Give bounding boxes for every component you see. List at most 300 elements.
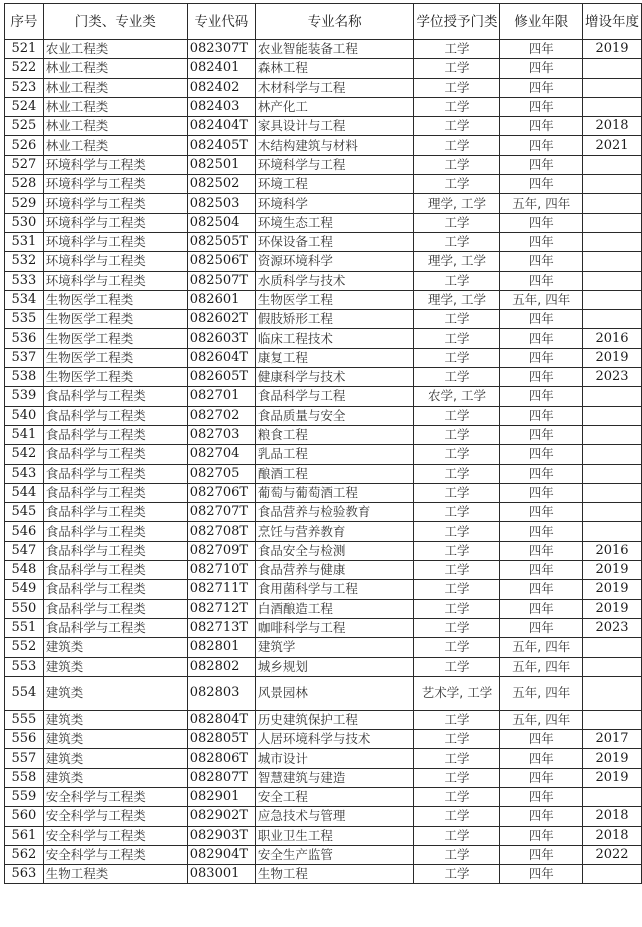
- cell-degree: 工学: [414, 541, 500, 560]
- table-row: [5, 541, 642, 560]
- cell-duration: 四年: [500, 78, 582, 97]
- table-row: [5, 387, 642, 406]
- cell-category: 食品科学与工程类: [43, 522, 187, 541]
- cell-duration: 五年, 四年: [500, 676, 582, 710]
- cell-name: 安全生产监管: [255, 845, 414, 864]
- cell-duration: 四年: [500, 387, 582, 406]
- cell-code: 082710T: [187, 561, 255, 580]
- cell-degree: 工学: [414, 522, 500, 541]
- cell-year: 2019: [582, 768, 641, 787]
- cell-degree: 工学: [414, 425, 500, 444]
- cell-duration: 四年: [500, 807, 582, 826]
- cell-degree: 农学, 工学: [414, 387, 500, 406]
- cell-duration: 四年: [500, 40, 582, 59]
- table-row: [5, 213, 642, 232]
- cell-year: [582, 464, 641, 483]
- cell-seq: 537: [5, 348, 44, 367]
- cell-seq: 529: [5, 194, 44, 213]
- cell-degree: 工学: [414, 561, 500, 580]
- cell-category: 生物工程类: [43, 865, 187, 884]
- cell-year: 2023: [582, 618, 641, 637]
- cell-year: [582, 503, 641, 522]
- cell-category: 环境科学与工程类: [43, 213, 187, 232]
- table-row: [5, 561, 642, 580]
- cell-seq: 560: [5, 807, 44, 826]
- cell-degree: 工学: [414, 232, 500, 251]
- cell-duration: 四年: [500, 599, 582, 618]
- table-row: [5, 638, 642, 657]
- cell-category: 建筑类: [43, 638, 187, 657]
- cell-seq: 549: [5, 580, 44, 599]
- cell-code: 082605T: [187, 368, 255, 387]
- table-row: [5, 503, 642, 522]
- cell-category: 建筑类: [43, 657, 187, 676]
- cell-category: 食品科学与工程类: [43, 541, 187, 560]
- cell-seq: 525: [5, 117, 44, 136]
- cell-degree: 工学: [414, 580, 500, 599]
- header-category: 门类、专业类: [43, 4, 187, 40]
- cell-seq: 524: [5, 97, 44, 116]
- cell-year: [582, 787, 641, 806]
- table-row: [5, 194, 642, 213]
- cell-year: [582, 310, 641, 329]
- cell-name: 人居环境科学与技术: [255, 730, 414, 749]
- cell-year: 2016: [582, 329, 641, 348]
- cell-year: 2016: [582, 541, 641, 560]
- cell-year: [582, 175, 641, 194]
- cell-year: [582, 483, 641, 502]
- cell-year: [582, 387, 641, 406]
- cell-code: 082503: [187, 194, 255, 213]
- cell-seq: 559: [5, 787, 44, 806]
- cell-code: 082902T: [187, 807, 255, 826]
- cell-degree: 工学: [414, 310, 500, 329]
- cell-name: 应急技术与管理: [255, 807, 414, 826]
- cell-year: [582, 710, 641, 729]
- cell-name: 环保设备工程: [255, 232, 414, 251]
- cell-seq: 556: [5, 730, 44, 749]
- cell-degree: 工学: [414, 368, 500, 387]
- table-row: [5, 232, 642, 251]
- table-row: [5, 730, 642, 749]
- cell-year: [582, 252, 641, 271]
- cell-year: [582, 59, 641, 78]
- table-row: [5, 406, 642, 425]
- cell-seq: 543: [5, 464, 44, 483]
- cell-duration: 四年: [500, 503, 582, 522]
- table-row: [5, 329, 642, 348]
- cell-name: 木结构建筑与材料: [255, 136, 414, 155]
- cell-name: 健康科学与技术: [255, 368, 414, 387]
- cell-year: [582, 290, 641, 309]
- cell-seq: 563: [5, 865, 44, 884]
- cell-seq: 522: [5, 59, 44, 78]
- cell-category: 食品科学与工程类: [43, 445, 187, 464]
- cell-duration: 四年: [500, 348, 582, 367]
- cell-degree: 艺术学, 工学: [414, 676, 500, 710]
- cell-code: 082805T: [187, 730, 255, 749]
- cell-name: 食品质量与安全: [255, 406, 414, 425]
- cell-seq: 530: [5, 213, 44, 232]
- cell-seq: 551: [5, 618, 44, 637]
- cell-degree: 工学: [414, 117, 500, 136]
- cell-category: 生物医学工程类: [43, 310, 187, 329]
- table-row: [5, 807, 642, 826]
- cell-category: 食品科学与工程类: [43, 464, 187, 483]
- table-row: [5, 368, 642, 387]
- cell-code: 082904T: [187, 845, 255, 864]
- cell-seq: 527: [5, 155, 44, 174]
- cell-seq: 546: [5, 522, 44, 541]
- cell-category: 安全科学与工程类: [43, 807, 187, 826]
- table-row: [5, 59, 642, 78]
- cell-category: 生物医学工程类: [43, 290, 187, 309]
- table-row: [5, 97, 642, 116]
- cell-duration: 四年: [500, 425, 582, 444]
- cell-degree: 工学: [414, 749, 500, 768]
- cell-code: 082707T: [187, 503, 255, 522]
- cell-duration: 四年: [500, 483, 582, 502]
- cell-seq: 558: [5, 768, 44, 787]
- cell-name: 智慧建筑与建造: [255, 768, 414, 787]
- cell-seq: 545: [5, 503, 44, 522]
- cell-year: 2019: [582, 40, 641, 59]
- cell-degree: 工学: [414, 40, 500, 59]
- cell-name: 康复工程: [255, 348, 414, 367]
- cell-degree: 工学: [414, 445, 500, 464]
- cell-code: 082505T: [187, 232, 255, 251]
- cell-category: 食品科学与工程类: [43, 406, 187, 425]
- cell-category: 环境科学与工程类: [43, 175, 187, 194]
- cell-seq: 548: [5, 561, 44, 580]
- header-code: 专业代码: [187, 4, 255, 40]
- cell-category: 食品科学与工程类: [43, 618, 187, 637]
- cell-name: 生物医学工程: [255, 290, 414, 309]
- cell-degree: 工学: [414, 826, 500, 845]
- cell-year: 2018: [582, 117, 641, 136]
- table-row: [5, 676, 642, 710]
- cell-seq: 540: [5, 406, 44, 425]
- cell-category: 林业工程类: [43, 78, 187, 97]
- cell-code: 082402: [187, 78, 255, 97]
- cell-degree: 工学: [414, 503, 500, 522]
- cell-category: 环境科学与工程类: [43, 155, 187, 174]
- cell-category: 林业工程类: [43, 136, 187, 155]
- cell-name: 职业卫生工程: [255, 826, 414, 845]
- cell-code: 082712T: [187, 599, 255, 618]
- cell-year: [582, 522, 641, 541]
- cell-name: 安全工程: [255, 787, 414, 806]
- cell-duration: 四年: [500, 541, 582, 560]
- cell-year: [582, 638, 641, 657]
- cell-category: 林业工程类: [43, 117, 187, 136]
- cell-seq: 541: [5, 425, 44, 444]
- cell-year: [582, 271, 641, 290]
- table-row: [5, 425, 642, 444]
- cell-category: 生物医学工程类: [43, 348, 187, 367]
- cell-name: 酿酒工程: [255, 464, 414, 483]
- cell-category: 环境科学与工程类: [43, 232, 187, 251]
- cell-degree: 工学: [414, 464, 500, 483]
- cell-name: 城市设计: [255, 749, 414, 768]
- table-row: [5, 175, 642, 194]
- cell-seq: 533: [5, 271, 44, 290]
- cell-duration: 五年, 四年: [500, 710, 582, 729]
- cell-code: 082802: [187, 657, 255, 676]
- cell-code: 083001: [187, 865, 255, 884]
- cell-degree: 工学: [414, 97, 500, 116]
- table-row: [5, 348, 642, 367]
- cell-name: 烹饪与营养教育: [255, 522, 414, 541]
- cell-code: 082713T: [187, 618, 255, 637]
- cell-name: 临床工程技术: [255, 329, 414, 348]
- cell-degree: 工学: [414, 213, 500, 232]
- cell-name: 环境科学与工程: [255, 155, 414, 174]
- cell-year: [582, 406, 641, 425]
- cell-seq: 535: [5, 310, 44, 329]
- table-row: [5, 290, 642, 309]
- table-row: [5, 749, 642, 768]
- cell-seq: 552: [5, 638, 44, 657]
- cell-year: 2019: [582, 749, 641, 768]
- cell-code: 082706T: [187, 483, 255, 502]
- table-row: [5, 40, 642, 59]
- cell-seq: 528: [5, 175, 44, 194]
- cell-category: 建筑类: [43, 749, 187, 768]
- cell-duration: 四年: [500, 749, 582, 768]
- cell-seq: 532: [5, 252, 44, 271]
- cell-seq: 547: [5, 541, 44, 560]
- table-row: [5, 464, 642, 483]
- cell-year: 2019: [582, 580, 641, 599]
- cell-degree: 工学: [414, 329, 500, 348]
- header-row: [5, 4, 642, 40]
- cell-duration: 四年: [500, 865, 582, 884]
- cell-code: 082403: [187, 97, 255, 116]
- cell-duration: 四年: [500, 310, 582, 329]
- cell-code: 082702: [187, 406, 255, 425]
- cell-duration: 四年: [500, 406, 582, 425]
- cell-duration: 五年, 四年: [500, 290, 582, 309]
- cell-seq: 534: [5, 290, 44, 309]
- cell-name: 葡萄与葡萄酒工程: [255, 483, 414, 502]
- cell-seq: 550: [5, 599, 44, 618]
- cell-degree: 理学, 工学: [414, 290, 500, 309]
- cell-code: 082502: [187, 175, 255, 194]
- cell-duration: 四年: [500, 845, 582, 864]
- cell-degree: 工学: [414, 710, 500, 729]
- table-row: [5, 483, 642, 502]
- cell-degree: 工学: [414, 136, 500, 155]
- cell-degree: 工学: [414, 657, 500, 676]
- cell-degree: 理学, 工学: [414, 252, 500, 271]
- cell-code: 082604T: [187, 348, 255, 367]
- cell-duration: 四年: [500, 271, 582, 290]
- cell-year: [582, 78, 641, 97]
- table-row: [5, 599, 642, 618]
- cell-code: 082601: [187, 290, 255, 309]
- cell-year: 2019: [582, 561, 641, 580]
- cell-degree: 工学: [414, 483, 500, 502]
- table-row: [5, 580, 642, 599]
- cell-code: 082901: [187, 787, 255, 806]
- cell-duration: 四年: [500, 136, 582, 155]
- cell-code: 082506T: [187, 252, 255, 271]
- cell-year: [582, 194, 641, 213]
- cell-year: [582, 676, 641, 710]
- cell-category: 建筑类: [43, 676, 187, 710]
- cell-code: 082404T: [187, 117, 255, 136]
- cell-degree: 工学: [414, 78, 500, 97]
- cell-code: 082603T: [187, 329, 255, 348]
- cell-name: 建筑学: [255, 638, 414, 657]
- cell-year: 2018: [582, 807, 641, 826]
- cell-category: 食品科学与工程类: [43, 580, 187, 599]
- cell-category: 食品科学与工程类: [43, 387, 187, 406]
- cell-year: [582, 155, 641, 174]
- cell-degree: 工学: [414, 175, 500, 194]
- cell-code: 082602T: [187, 310, 255, 329]
- cell-code: 082701: [187, 387, 255, 406]
- table-row: [5, 657, 642, 676]
- table-row: [5, 826, 642, 845]
- cell-duration: 四年: [500, 580, 582, 599]
- table-row: [5, 271, 642, 290]
- cell-year: [582, 425, 641, 444]
- cell-name: 城乡规划: [255, 657, 414, 676]
- table-row: [5, 522, 642, 541]
- cell-seq: 554: [5, 676, 44, 710]
- cell-degree: 工学: [414, 618, 500, 637]
- cell-duration: 四年: [500, 787, 582, 806]
- cell-name: 历史建筑保护工程: [255, 710, 414, 729]
- cell-duration: 四年: [500, 59, 582, 78]
- cell-category: 环境科学与工程类: [43, 194, 187, 213]
- cell-year: 2021: [582, 136, 641, 155]
- cell-seq: 536: [5, 329, 44, 348]
- cell-duration: 四年: [500, 618, 582, 637]
- cell-name: 粮食工程: [255, 425, 414, 444]
- table-row: [5, 136, 642, 155]
- cell-name: 食品安全与检测: [255, 541, 414, 560]
- cell-name: 食品营养与健康: [255, 561, 414, 580]
- cell-category: 林业工程类: [43, 59, 187, 78]
- cell-year: [582, 445, 641, 464]
- cell-duration: 四年: [500, 368, 582, 387]
- table-row: [5, 445, 642, 464]
- cell-degree: 工学: [414, 348, 500, 367]
- cell-degree: 工学: [414, 768, 500, 787]
- cell-name: 假肢矫形工程: [255, 310, 414, 329]
- cell-seq: 557: [5, 749, 44, 768]
- cell-year: [582, 232, 641, 251]
- cell-degree: 工学: [414, 845, 500, 864]
- cell-duration: 四年: [500, 117, 582, 136]
- cell-degree: 工学: [414, 638, 500, 657]
- cell-year: [582, 657, 641, 676]
- cell-duration: 四年: [500, 155, 582, 174]
- cell-category: 食品科学与工程类: [43, 599, 187, 618]
- cell-category: 安全科学与工程类: [43, 826, 187, 845]
- cell-duration: 四年: [500, 522, 582, 541]
- cell-seq: 561: [5, 826, 44, 845]
- cell-code: 082709T: [187, 541, 255, 560]
- cell-code: 082804T: [187, 710, 255, 729]
- cell-code: 082504: [187, 213, 255, 232]
- cell-name: 食用菌科学与工程: [255, 580, 414, 599]
- cell-duration: 四年: [500, 329, 582, 348]
- cell-seq: 542: [5, 445, 44, 464]
- table-row: [5, 710, 642, 729]
- cell-duration: 五年, 四年: [500, 638, 582, 657]
- cell-duration: 四年: [500, 97, 582, 116]
- cell-name: 水质科学与技术: [255, 271, 414, 290]
- cell-seq: 521: [5, 40, 44, 59]
- cell-code: 082903T: [187, 826, 255, 845]
- cell-year: [582, 97, 641, 116]
- table-row: [5, 768, 642, 787]
- cell-year: 2017: [582, 730, 641, 749]
- cell-duration: 四年: [500, 445, 582, 464]
- cell-seq: 526: [5, 136, 44, 155]
- majors-table: [4, 3, 642, 884]
- table-row: [5, 78, 642, 97]
- cell-seq: 523: [5, 78, 44, 97]
- cell-category: 农业工程类: [43, 40, 187, 59]
- cell-category: 食品科学与工程类: [43, 483, 187, 502]
- cell-year: 2018: [582, 826, 641, 845]
- cell-code: 082711T: [187, 580, 255, 599]
- cell-seq: 531: [5, 232, 44, 251]
- cell-name: 环境工程: [255, 175, 414, 194]
- cell-duration: 五年, 四年: [500, 194, 582, 213]
- cell-code: 082708T: [187, 522, 255, 541]
- header-duration: 修业年限: [500, 4, 582, 40]
- cell-category: 林业工程类: [43, 97, 187, 116]
- cell-year: 2019: [582, 348, 641, 367]
- cell-name: 林产化工: [255, 97, 414, 116]
- header-degree: 学位授予门类: [414, 4, 500, 40]
- cell-name: 环境生态工程: [255, 213, 414, 232]
- cell-seq: 553: [5, 657, 44, 676]
- cell-name: 家具设计与工程: [255, 117, 414, 136]
- cell-name: 农业智能装备工程: [255, 40, 414, 59]
- cell-category: 建筑类: [43, 768, 187, 787]
- table-row: [5, 787, 642, 806]
- cell-name: 资源环境科学: [255, 252, 414, 271]
- header-seq: 序号: [5, 4, 44, 40]
- cell-code: 082507T: [187, 271, 255, 290]
- cell-category: 食品科学与工程类: [43, 425, 187, 444]
- table-row: [5, 252, 642, 271]
- cell-category: 安全科学与工程类: [43, 787, 187, 806]
- cell-name: 白酒酿造工程: [255, 599, 414, 618]
- cell-year: 2019: [582, 599, 641, 618]
- cell-seq: 544: [5, 483, 44, 502]
- cell-duration: 四年: [500, 768, 582, 787]
- cell-degree: 理学, 工学: [414, 194, 500, 213]
- cell-degree: 工学: [414, 271, 500, 290]
- table-row: [5, 117, 642, 136]
- cell-code: 082807T: [187, 768, 255, 787]
- cell-year: 2023: [582, 368, 641, 387]
- cell-degree: 工学: [414, 155, 500, 174]
- cell-degree: 工学: [414, 730, 500, 749]
- cell-code: 082307T: [187, 40, 255, 59]
- cell-year: [582, 213, 641, 232]
- cell-code: 082501: [187, 155, 255, 174]
- cell-duration: 四年: [500, 175, 582, 194]
